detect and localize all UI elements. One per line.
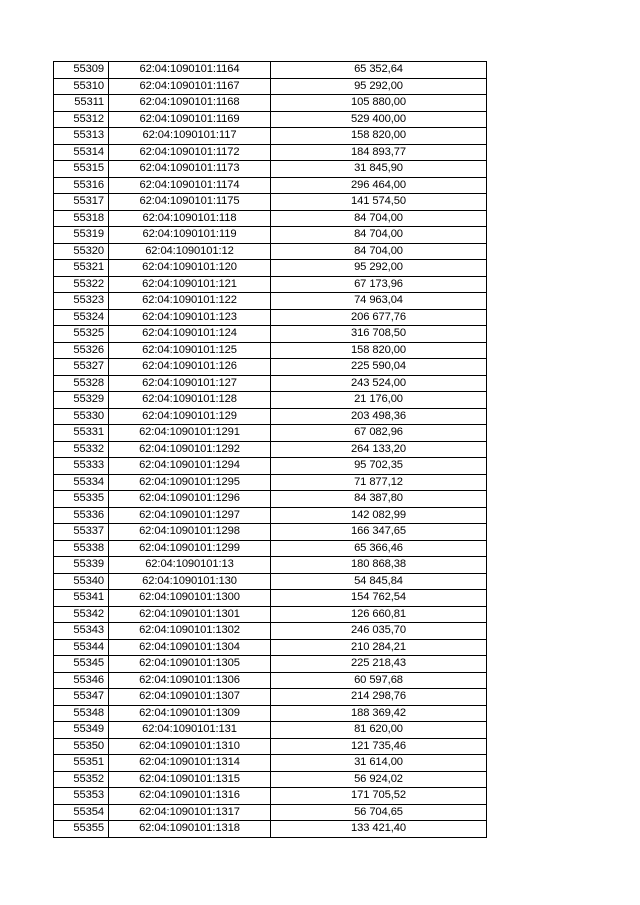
- table-row: [54, 804, 487, 821]
- cadastral-number-cell: 62:04:1090101:1296: [109, 491, 271, 508]
- cadastral-number-cell: 62:04:1090101:1173: [109, 161, 271, 178]
- cadastral-number-cell: 62:04:1090101:1297: [109, 507, 271, 524]
- table-row: [54, 276, 487, 293]
- cadastral-number-cell: 62:04:1090101:131: [109, 722, 271, 739]
- row-number-cell: 55317: [54, 194, 109, 211]
- row-number-cell: 55343: [54, 623, 109, 640]
- row-number-cell: 55347: [54, 689, 109, 706]
- cadastral-number-cell: 62:04:1090101:124: [109, 326, 271, 343]
- cadastral-value-cell: 316 708,50: [271, 326, 487, 343]
- row-number-cell: 55320: [54, 243, 109, 260]
- cadastral-value-cell: 74 963,04: [271, 293, 487, 310]
- table-row: [54, 128, 487, 145]
- cadastral-number-cell: 62:04:1090101:129: [109, 408, 271, 425]
- cadastral-value-cell: 158 820,00: [271, 128, 487, 145]
- cadastral-value-cell: 184 893,77: [271, 144, 487, 161]
- table-row: [54, 177, 487, 194]
- cadastral-value-cell: 95 292,00: [271, 78, 487, 95]
- cadastral-number-cell: 62:04:1090101:127: [109, 375, 271, 392]
- cadastral-number-cell: 62:04:1090101:1304: [109, 639, 271, 656]
- table-row: [54, 722, 487, 739]
- table-row: [54, 342, 487, 359]
- cadastral-value-cell: 166 347,65: [271, 524, 487, 541]
- row-number-cell: 55327: [54, 359, 109, 376]
- cadastral-number-cell: 62:04:1090101:1175: [109, 194, 271, 211]
- cadastral-number-cell: 62:04:1090101:1168: [109, 95, 271, 112]
- table-row: [54, 590, 487, 607]
- table-row: [54, 95, 487, 112]
- row-number-cell: 55341: [54, 590, 109, 607]
- table-row: [54, 474, 487, 491]
- cadastral-number-cell: 62:04:1090101:1164: [109, 62, 271, 79]
- row-number-cell: 55354: [54, 804, 109, 821]
- table-row: [54, 227, 487, 244]
- cadastral-number-cell: 62:04:1090101:118: [109, 210, 271, 227]
- cadastral-value-cell: 210 284,21: [271, 639, 487, 656]
- cadastral-number-cell: 62:04:1090101:130: [109, 573, 271, 590]
- cadastral-number-cell: 62:04:1090101:1299: [109, 540, 271, 557]
- cadastral-number-cell: 62:04:1090101:1298: [109, 524, 271, 541]
- cadastral-number-cell: 62:04:1090101:1294: [109, 458, 271, 475]
- cadastral-value-cell: 95 292,00: [271, 260, 487, 277]
- row-number-cell: 55310: [54, 78, 109, 95]
- table-row: [54, 540, 487, 557]
- cadastral-value-cell: 180 868,38: [271, 557, 487, 574]
- table-body: [54, 62, 487, 838]
- cadastral-number-cell: 62:04:1090101:1174: [109, 177, 271, 194]
- table-row: [54, 821, 487, 838]
- table-row: [54, 458, 487, 475]
- cadastral-number-cell: 62:04:1090101:1301: [109, 606, 271, 623]
- cadastral-value-cell: 54 845,84: [271, 573, 487, 590]
- cadastral-number-cell: 62:04:1090101:1295: [109, 474, 271, 491]
- row-number-cell: 55345: [54, 656, 109, 673]
- cadastral-value-cell: 126 660,81: [271, 606, 487, 623]
- cadastral-number-cell: 62:04:1090101:122: [109, 293, 271, 310]
- row-number-cell: 55336: [54, 507, 109, 524]
- cadastral-number-cell: 62:04:1090101:1307: [109, 689, 271, 706]
- table-row: [54, 359, 487, 376]
- table-row: [54, 738, 487, 755]
- cadastral-number-cell: 62:04:1090101:1309: [109, 705, 271, 722]
- table-row: [54, 326, 487, 343]
- cadastral-value-cell: 171 705,52: [271, 788, 487, 805]
- table-row: [54, 194, 487, 211]
- table-row: [54, 557, 487, 574]
- table-row: [54, 210, 487, 227]
- cadastral-value-cell: 84 704,00: [271, 227, 487, 244]
- cadastral-number-cell: 62:04:1090101:1306: [109, 672, 271, 689]
- cadastral-value-cell: 121 735,46: [271, 738, 487, 755]
- cadastral-number-cell: 62:04:1090101:121: [109, 276, 271, 293]
- cadastral-number-cell: 62:04:1090101:1169: [109, 111, 271, 128]
- table-row: [54, 573, 487, 590]
- table-row: [54, 243, 487, 260]
- cadastral-number-cell: 62:04:1090101:1316: [109, 788, 271, 805]
- row-number-cell: 55351: [54, 755, 109, 772]
- cadastral-number-cell: 62:04:1090101:1172: [109, 144, 271, 161]
- table-row: [54, 293, 487, 310]
- cadastral-value-cell: 142 082,99: [271, 507, 487, 524]
- cadastral-value-cell: 31 845,90: [271, 161, 487, 178]
- cadastral-number-cell: 62:04:1090101:125: [109, 342, 271, 359]
- table-row: [54, 260, 487, 277]
- cadastral-number-cell: 62:04:1090101:1292: [109, 441, 271, 458]
- row-number-cell: 55329: [54, 392, 109, 409]
- cadastral-number-cell: 62:04:1090101:128: [109, 392, 271, 409]
- row-number-cell: 55325: [54, 326, 109, 343]
- row-number-cell: 55313: [54, 128, 109, 145]
- cadastral-number-cell: 62:04:1090101:1314: [109, 755, 271, 772]
- table-row: [54, 144, 487, 161]
- row-number-cell: 55348: [54, 705, 109, 722]
- row-number-cell: 55352: [54, 771, 109, 788]
- table-row: [54, 491, 487, 508]
- cadastral-value-table-container: [53, 61, 487, 838]
- cadastral-value-cell: 56 704,65: [271, 804, 487, 821]
- cadastral-value-cell: 246 035,70: [271, 623, 487, 640]
- table-row: [54, 788, 487, 805]
- cadastral-value-cell: 65 366,46: [271, 540, 487, 557]
- cadastral-value-cell: 206 677,76: [271, 309, 487, 326]
- cadastral-number-cell: 62:04:1090101:117: [109, 128, 271, 145]
- cadastral-number-cell: 62:04:1090101:1300: [109, 590, 271, 607]
- table-row: [54, 524, 487, 541]
- cadastral-value-cell: 84 704,00: [271, 210, 487, 227]
- cadastral-number-cell: 62:04:1090101:126: [109, 359, 271, 376]
- table-row: [54, 507, 487, 524]
- cadastral-value-cell: 84 704,00: [271, 243, 487, 260]
- table-row: [54, 639, 487, 656]
- row-number-cell: 55315: [54, 161, 109, 178]
- table-row: [54, 408, 487, 425]
- cadastral-value-cell: 296 464,00: [271, 177, 487, 194]
- table-row: [54, 392, 487, 409]
- row-number-cell: 55338: [54, 540, 109, 557]
- table-row: [54, 755, 487, 772]
- cadastral-number-cell: 62:04:1090101:13: [109, 557, 271, 574]
- row-number-cell: 55344: [54, 639, 109, 656]
- cadastral-value-cell: 158 820,00: [271, 342, 487, 359]
- cadastral-number-cell: 62:04:1090101:1318: [109, 821, 271, 838]
- row-number-cell: 55339: [54, 557, 109, 574]
- row-number-cell: 55349: [54, 722, 109, 739]
- cadastral-value-cell: 529 400,00: [271, 111, 487, 128]
- row-number-cell: 55331: [54, 425, 109, 442]
- cadastral-value-cell: 203 498,36: [271, 408, 487, 425]
- table-row: [54, 111, 487, 128]
- table-row: [54, 425, 487, 442]
- table-row: [54, 375, 487, 392]
- row-number-cell: 55328: [54, 375, 109, 392]
- table-row: [54, 78, 487, 95]
- row-number-cell: 55309: [54, 62, 109, 79]
- cadastral-number-cell: 62:04:1090101:1167: [109, 78, 271, 95]
- cadastral-number-cell: 62:04:1090101:1315: [109, 771, 271, 788]
- table-row: [54, 606, 487, 623]
- table-row: [54, 623, 487, 640]
- row-number-cell: 55346: [54, 672, 109, 689]
- table-row: [54, 441, 487, 458]
- cadastral-value-cell: 214 298,76: [271, 689, 487, 706]
- cadastral-value-table: [53, 61, 487, 838]
- row-number-cell: 55319: [54, 227, 109, 244]
- cadastral-value-cell: 84 387,80: [271, 491, 487, 508]
- row-number-cell: 55350: [54, 738, 109, 755]
- cadastral-value-cell: 71 877,12: [271, 474, 487, 491]
- cadastral-value-cell: 264 133,20: [271, 441, 487, 458]
- cadastral-number-cell: 62:04:1090101:1291: [109, 425, 271, 442]
- row-number-cell: 55323: [54, 293, 109, 310]
- cadastral-number-cell: 62:04:1090101:1317: [109, 804, 271, 821]
- row-number-cell: 55330: [54, 408, 109, 425]
- row-number-cell: 55333: [54, 458, 109, 475]
- cadastral-number-cell: 62:04:1090101:120: [109, 260, 271, 277]
- row-number-cell: 55318: [54, 210, 109, 227]
- cadastral-number-cell: 62:04:1090101:1305: [109, 656, 271, 673]
- row-number-cell: 55342: [54, 606, 109, 623]
- cadastral-value-cell: 95 702,35: [271, 458, 487, 475]
- row-number-cell: 55326: [54, 342, 109, 359]
- cadastral-value-cell: 67 173,96: [271, 276, 487, 293]
- cadastral-value-cell: 105 880,00: [271, 95, 487, 112]
- cadastral-number-cell: 62:04:1090101:119: [109, 227, 271, 244]
- cadastral-value-cell: 141 574,50: [271, 194, 487, 211]
- cadastral-number-cell: 62:04:1090101:1302: [109, 623, 271, 640]
- row-number-cell: 55337: [54, 524, 109, 541]
- cadastral-value-cell: 225 218,43: [271, 656, 487, 673]
- table-row: [54, 689, 487, 706]
- cadastral-value-cell: 67 082,96: [271, 425, 487, 442]
- table-row: [54, 161, 487, 178]
- cadastral-value-cell: 154 762,54: [271, 590, 487, 607]
- row-number-cell: 55334: [54, 474, 109, 491]
- cadastral-value-cell: 21 176,00: [271, 392, 487, 409]
- cadastral-value-cell: 31 614,00: [271, 755, 487, 772]
- cadastral-number-cell: 62:04:1090101:123: [109, 309, 271, 326]
- table-row: [54, 672, 487, 689]
- row-number-cell: 55316: [54, 177, 109, 194]
- row-number-cell: 55314: [54, 144, 109, 161]
- cadastral-value-cell: 65 352,64: [271, 62, 487, 79]
- row-number-cell: 55321: [54, 260, 109, 277]
- row-number-cell: 55355: [54, 821, 109, 838]
- cadastral-number-cell: 62:04:1090101:1310: [109, 738, 271, 755]
- cadastral-value-cell: 81 620,00: [271, 722, 487, 739]
- row-number-cell: 55353: [54, 788, 109, 805]
- table-row: [54, 771, 487, 788]
- cadastral-value-cell: 56 924,02: [271, 771, 487, 788]
- row-number-cell: 55340: [54, 573, 109, 590]
- cadastral-value-cell: 133 421,40: [271, 821, 487, 838]
- row-number-cell: 55332: [54, 441, 109, 458]
- row-number-cell: 55311: [54, 95, 109, 112]
- table-row: [54, 705, 487, 722]
- cadastral-value-cell: 243 524,00: [271, 375, 487, 392]
- cadastral-number-cell: 62:04:1090101:12: [109, 243, 271, 260]
- table-row: [54, 656, 487, 673]
- row-number-cell: 55324: [54, 309, 109, 326]
- row-number-cell: 55322: [54, 276, 109, 293]
- table-row: [54, 309, 487, 326]
- row-number-cell: 55335: [54, 491, 109, 508]
- cadastral-value-cell: 188 369,42: [271, 705, 487, 722]
- cadastral-value-cell: 60 597,68: [271, 672, 487, 689]
- cadastral-value-cell: 225 590,04: [271, 359, 487, 376]
- row-number-cell: 55312: [54, 111, 109, 128]
- table-row: [54, 62, 487, 79]
